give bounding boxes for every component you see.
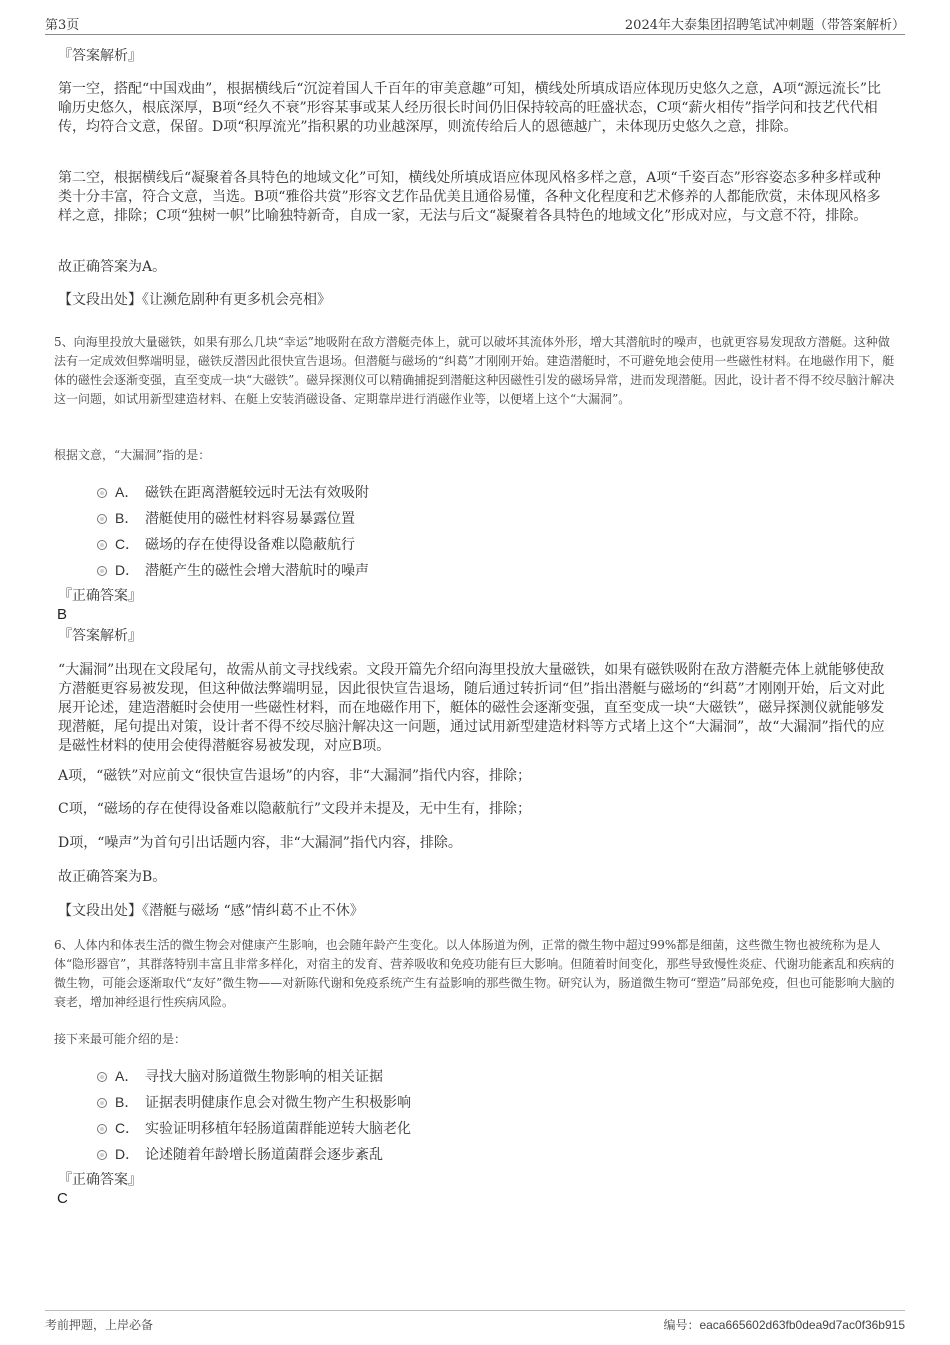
source-citation: 【文段出处】《潜艇与磁场 “感”情纠葛不止不休》	[58, 903, 364, 919]
radio-icon[interactable]	[97, 1072, 107, 1082]
footer-slogan: 考前押题，上岸必备	[45, 1318, 154, 1332]
radio-icon[interactable]	[97, 1124, 107, 1134]
question-prompt: 接下来最可能介绍的是：	[54, 1032, 187, 1046]
analysis-paragraph: C项，“磁场的存在使得设备难以隐蔽航行”文段并未提及，无中生有，排除；	[58, 801, 532, 817]
correct-answer: C	[57, 1190, 68, 1207]
answer-conclusion: 故正确答案为B。	[58, 869, 167, 885]
radio-icon[interactable]	[97, 540, 107, 550]
analysis-paragraph: “大漏洞”出现在文段尾句，故需从前文寻找线索。文段开篇先介绍向海里投放大量磁铁，如果有磁铁吸附在敌方潜艇壳体上就能够使敌方潜艇更容易被发现，但这种做法弊端明显，因此很快宣告退场，随后通过转折词“但”指出潜艇与磁场的“纠葛”才刚刚开始，后文对此展开论述，建造潜艇时会使用一些磁性材料，而在地磁作用下，艇体的磁性会逐渐变强，直至变成一块“大磁铁”，磁异探测仪就能够发现潜艇，尾句提出对策，设计者不得不绞尽脑汁解决这一问题，通过试用新型建造材料等方式堵上这个“大漏洞”，故“大漏洞”指代的应是磁性材料的使用会使得潜艇容易被发现，对应B项。	[58, 662, 885, 754]
document-id: 编号：eaca665602d63fb0dea9d7ac0f36b915	[663, 1318, 905, 1332]
document-title: 2024年大泰集团招聘笔试冲刺题（带答案解析）	[624, 18, 905, 33]
page-footer	[45, 1310, 905, 1333]
question-prompt: 根据文意，“大漏洞”指的是：	[54, 448, 211, 462]
correct-answer-label: 『正确答案』	[58, 1172, 142, 1188]
page-header	[45, 14, 905, 35]
page-number: 第3页	[45, 18, 80, 33]
radio-icon[interactable]	[97, 1098, 107, 1108]
analysis-heading: 『答案解析』	[58, 48, 142, 64]
analysis-paragraph: D项，“噪声”为首句引出话题内容，非“大漏洞”指代内容，排除。	[58, 835, 462, 851]
correct-answer: B	[57, 606, 68, 623]
option-list: A． 磁铁在距离潜艇较远时无法有效吸附 B． 潜艇使用的磁性材料容易暴露位置 C． 磁场的存在使得设备难以隐蔽航行 D． 潜艇产生的磁性会增大潜航时的噪声	[97, 482, 597, 582]
question-stem: 5、向海里投放大量磁铁，如果有那么几块“幸运”地吸附在敌方潜艇壳体上，就可以破坏其流体外形，增大其潜航时的噪声，也就更容易发现敌方潜艇。这种做法有一定成效但弊端明显，磁铁反潜因此很快宣告退场。但潜艇与磁场的“纠葛”才刚刚开始。建造潜艇时，不可避免地会使用一些磁性材料。在地磁作用下，艇体的磁性会逐渐变强，直至变成一块“大磁铁”。磁异探测仪可以精确捕捉到潜艇这种因磁性引发的磁场异常，进而发现潜艇。因此，设计者不得不绞尽脑汁解决这一问题，如试用新型建造材料、在艇上安装消磁设备、定期靠岸进行消磁作业等，以便堵上这个“大漏洞”。	[54, 335, 895, 406]
radio-icon[interactable]	[97, 488, 107, 498]
question-stem: 6、人体内和体表生活的微生物会对健康产生影响，也会随年龄产生变化。以人体肠道为例，正常的微生物中超过99%都是细菌，这些微生物也被统称为是人体“隐形器官”，其群落特别丰富且非常多样化，对宿主的发育、营养吸收和免疫功能有巨大影响。但随着时间变化，那些导致慢性炎症、代谢功能紊乱和疾病的微生物，可能会逐渐取代“友好”微生物——对新陈代谢和免疫系统产生有益影响的那些微生物。研究认为，肠道微生物可“塑造”局部免疫，但也可能影响大脑的衰老，增加神经退行性疾病风险。	[54, 938, 895, 1009]
radio-icon[interactable]	[97, 1150, 107, 1160]
analysis-paragraph: 第一空，搭配“中国戏曲”，根据横线后“沉淀着国人千百年的审美意趣”可知，横线处所填成语应体现历史悠久之意，A项“源远流长”比喻历史悠久，根底深厚，B项“经久不衰”形容某事或某人经历很长时间仍旧保持较高的旺盛状态，C项“薪火相传”指学问和技艺代代相传，均符合文意，保留。D项“积厚流光”指积累的功业越深厚，则流传给后人的恩德越广，未体现历史悠久之意，排除。	[58, 81, 882, 135]
source-citation: 【文段出处】《让濒危剧种有更多机会亮相》	[58, 292, 331, 308]
radio-icon[interactable]	[97, 566, 107, 576]
analysis-paragraph: A项，“磁铁”对应前文“很快宣告退场”的内容，非“大漏洞”指代内容，排除；	[58, 768, 532, 784]
answer-conclusion: 故正确答案为A。	[58, 259, 167, 275]
analysis-heading: 『答案解析』	[58, 628, 142, 644]
analysis-paragraph: 第二空，根据横线后“凝聚着各具特色的地域文化”可知，横线处所填成语应体现风格多样之意，A项“千姿百态”形容姿态多种多样或种类十分丰富，符合文意，当选。B项“雅俗共赏”形容文艺作品优美且通俗易懂，各种文化程度和艺术修养的人都能欣赏，未体现风格多样之意，排除；C项“独树一帜”比喻独特新奇，自成一家，无法与后文“凝聚着各具特色的地域文化”形成对应，与文意不符，排除。	[58, 170, 881, 224]
radio-icon[interactable]	[97, 514, 107, 524]
correct-answer-label: 『正确答案』	[58, 588, 142, 604]
option-list: A． 寻找大脑对肠道微生物影响的相关证据 B． 证据表明健康作息会对微生物产生积极影响 C． 实验证明移植年轻肠道菌群能逆转大脑老化 D． 论述随着年龄增长肠道菌群会逐步紊乱	[97, 1066, 597, 1166]
